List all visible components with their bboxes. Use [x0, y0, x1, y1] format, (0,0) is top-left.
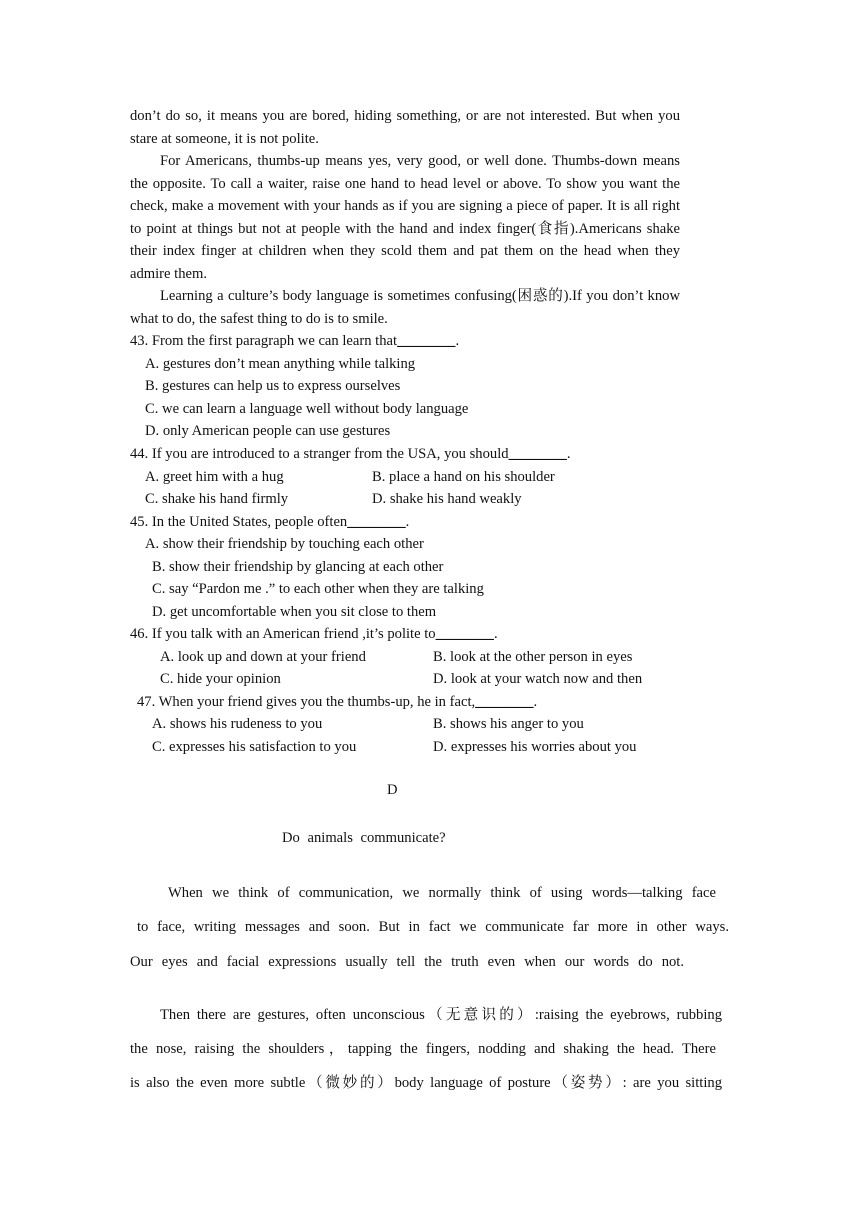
option-d: D. look at your watch now and then — [433, 671, 643, 687]
question-end: . — [405, 514, 410, 530]
answer-blank: ________ — [508, 446, 567, 462]
option-a: A. gestures don’t mean anything while talking — [145, 356, 416, 372]
option-a: A. shows his rudeness to you — [152, 716, 323, 732]
passage-line: to face, writing messages and soon. But in fact we communicate far more in other ways. — [137, 919, 729, 935]
answer-blank: ________ — [397, 333, 456, 349]
answer-blank: ________ — [475, 694, 534, 710]
question-end: . — [566, 446, 571, 462]
answer-blank: ________ — [435, 626, 494, 642]
option-c: C. shake his hand firmly — [145, 491, 289, 507]
option-c: C. say “Pardon me .” to each other when they are talking — [152, 581, 484, 597]
passage-line: When we think of communication, we normally think of using words—talking face — [168, 885, 716, 901]
answer-blank: ________ — [347, 514, 406, 530]
passage-paragraph: don’t do so, it means you are bored, hiding something, or are not interested. But when you stare at someone, it is not polite. — [130, 108, 680, 147]
passage-paragraph: Learning a culture’s body language is sometimes confusing(困惑的).If you don’t know what to do, the safest thing to do is to smile. — [130, 288, 680, 327]
option-d: D. shake his hand weakly — [372, 491, 522, 507]
option-b: B. look at the other person in eyes — [433, 649, 633, 665]
passage-title: Do animals communicate? — [282, 830, 446, 846]
question-stem: 46. If you talk with an American friend ,it’s polite to — [130, 626, 436, 642]
option-a: A. greet him with a hug — [145, 469, 284, 485]
passage-line: is also the even more subtle（微妙的）body language of posture（姿势）: are you sitting — [130, 1075, 722, 1091]
option-d: D. only American people can use gestures — [145, 423, 391, 439]
option-b: B. shows his anger to you — [433, 716, 584, 732]
option-c: C. hide your opinion — [160, 671, 281, 687]
passage-line: the nose, raising the shoulders，tapping the fingers, nodding and shaking the head. There — [130, 1041, 716, 1057]
question-end: . — [493, 626, 498, 642]
question-45 — [130, 511, 409, 533]
option-a: A. show their friendship by touching each other — [145, 536, 424, 552]
option-b: B. gestures can help us to express ourselves — [145, 378, 401, 394]
section-letter: D — [387, 782, 398, 798]
question-44 — [130, 443, 571, 465]
question-stem: 43. From the first paragraph we can learn that — [130, 333, 398, 349]
question-end: . — [455, 333, 460, 349]
question-stem: 44. If you are introduced to a stranger from the USA, you should — [130, 446, 509, 462]
question-46 — [130, 623, 498, 645]
option-d: D. get uncomfortable when you sit close to them — [152, 604, 437, 620]
option-c: C. expresses his satisfaction to you — [152, 739, 357, 755]
question-43 — [130, 330, 459, 352]
question-47 — [137, 691, 537, 713]
option-a: A. look up and down at your friend — [160, 649, 366, 665]
option-d: D. expresses his worries about you — [433, 739, 637, 755]
question-stem: 47. When your friend gives you the thumbs-up, he in fact, — [137, 694, 476, 710]
option-b: B. place a hand on his shoulder — [372, 469, 555, 485]
question-end: . — [533, 694, 538, 710]
option-b: B. show their friendship by glancing at each other — [152, 559, 444, 575]
question-stem: 45. In the United States, people often — [130, 514, 348, 530]
passage-line: Our eyes and facial expressions usually tell the truth even when our words do not. — [130, 954, 684, 970]
passage-line: Then there are gestures, often unconscious（无意识的）:raising the eyebrows, rubbing — [160, 1007, 722, 1023]
option-c: C. we can learn a language well without body language — [145, 401, 469, 417]
passage-paragraph: For Americans, thumbs-up means yes, very good, or well done. Thumbs-down means the opposite. To call a waiter, raise one hand to head level or above. To show you want the check, make a movement with your hands as if you are signing a piece of paper. It is all right to point at things but not at people with the hand and index finger(食指).Americans shake their index finger at children when they scold them and pat them on the head when they admire them. — [130, 153, 680, 282]
